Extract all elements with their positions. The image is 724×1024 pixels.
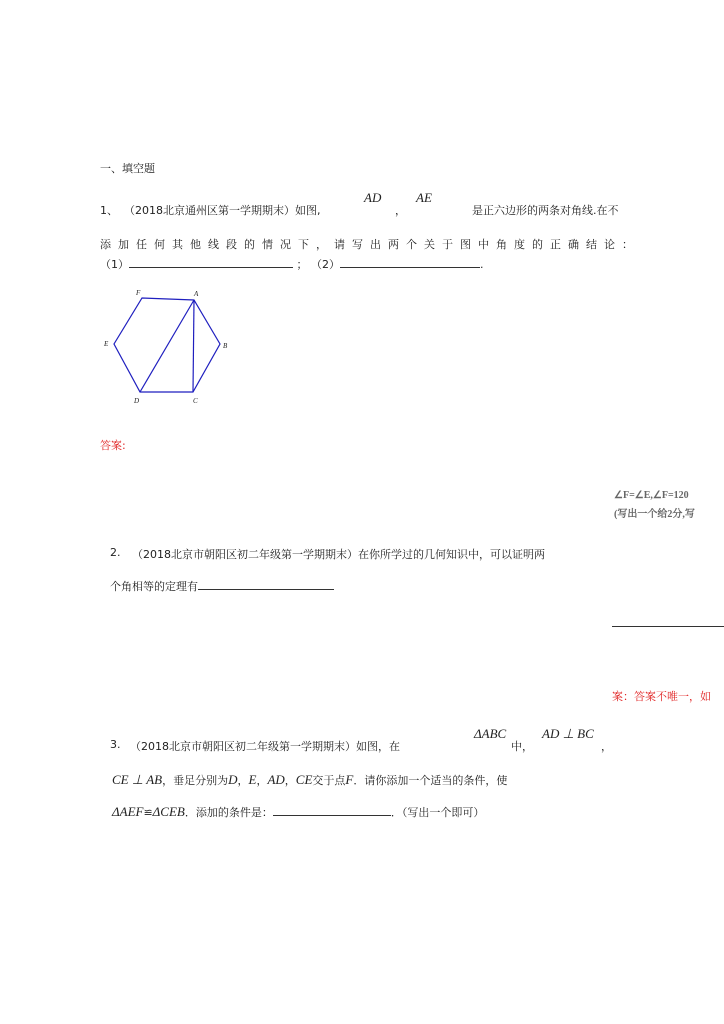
q3-line3-text: ．添加的条件是： [184, 806, 273, 819]
q3-ce-perp-ab: CE ⊥ AB [112, 772, 163, 787]
answer2-rule [612, 626, 724, 627]
q3-number: 3. [110, 738, 121, 751]
q1-number: 1、 [100, 204, 118, 217]
q3-triangle-ceb: ΔCEB [152, 804, 185, 819]
q3-triangle-abc: ΔABC [474, 726, 507, 741]
q3-ce: CE [295, 772, 313, 787]
label-f: F [136, 289, 141, 297]
q3-source: （2018北京市朝阳区初二年级第一学期期末）如图，在 [130, 740, 400, 753]
label-b: B [223, 342, 228, 350]
answer-label: 答案: [100, 439, 126, 452]
q3-point-e: E [248, 772, 257, 787]
q3-line3 [112, 804, 484, 820]
q3-line2-text3: ．请你添加一个适当的条件，使 [353, 774, 508, 787]
answer2-clipped: 案：答案不唯一，如 [612, 690, 711, 703]
diagonal-ac [193, 300, 194, 392]
q3-comma: ， [601, 740, 612, 753]
answer-clipped-line2: (写出一个给2分,写 [614, 509, 695, 520]
q1-source: （2018北京通州区第一学期期末）如图, [124, 204, 321, 217]
q1-blank1[interactable] [129, 257, 293, 268]
q1-blank2[interactable] [340, 257, 480, 268]
q1-period: . [480, 258, 484, 271]
q1-semicolon: ； [296, 258, 308, 271]
label-c: C [193, 397, 198, 405]
q3-ad: AD [267, 772, 285, 787]
label-d: D [134, 397, 140, 405]
diagonal-ad [140, 300, 194, 392]
q2-line2-text: 个角相等的定理有 [110, 580, 198, 593]
hexagon-figure [100, 284, 240, 406]
q3-blank[interactable] [273, 805, 391, 816]
q3-triangle-aef: ΔAEF [112, 804, 144, 819]
q2-number: 2. [110, 546, 121, 559]
q1-line2: 添加任何其他线段的情况下，请写出两个关于图中角度的正确结论： [100, 238, 640, 251]
q3-zhong: 中， [511, 740, 533, 753]
q2-line1: （2018北京市朝阳区初二年级第一学期期末）在你所学过的几何知识中，可以证明两 [132, 548, 545, 561]
q3-line2 [112, 772, 507, 788]
q1-ad: AD [364, 190, 382, 205]
answer-clipped-line1: ∠F=∠E,∠F=120 [614, 490, 689, 501]
q1-blank1-label: （1） [100, 258, 129, 271]
label-e: E [104, 340, 109, 348]
q2-line2 [110, 578, 334, 594]
q3-line3-tail: ．（写出一个即可） [390, 806, 485, 819]
q3-point-f: F [345, 772, 354, 787]
q3-sep2: ， [256, 774, 268, 787]
q3-line2-text2: 交于点 [312, 774, 346, 787]
section-title: 一、填空题 [100, 162, 155, 175]
q2-blank[interactable] [198, 579, 334, 590]
label-a: A [194, 290, 199, 298]
q3-line2-text1: ，垂足分别为 [162, 774, 229, 787]
q1-answer-line [100, 256, 484, 272]
q1-blank2-label: （2） [311, 258, 340, 271]
q1-desc-tail: 是正六边形的两条对角线.在不 [472, 204, 619, 217]
q1-comma: ， [395, 204, 406, 217]
q3-ad-perp-bc: AD ⊥ BC [542, 726, 594, 741]
q1-ae: AE [416, 190, 432, 205]
q3-point-d: D [228, 772, 238, 787]
q3-congruent: ≌ [143, 806, 153, 819]
q3-sep1: ， [237, 774, 249, 787]
q3-sep3: ， [284, 774, 296, 787]
